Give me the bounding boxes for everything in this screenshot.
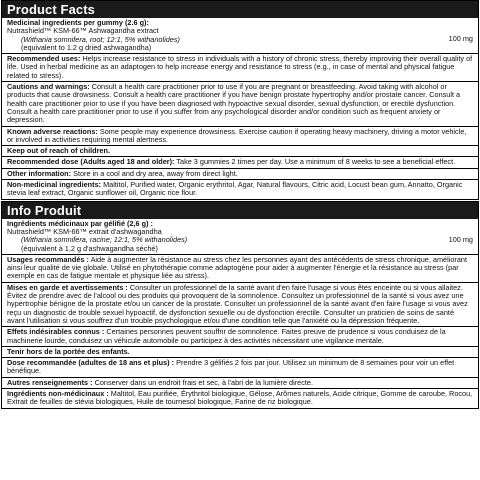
section-label: Usages recommandés : — [7, 254, 89, 264]
section-label: Effets indésirables connus : — [7, 327, 105, 337]
other-information-section — [2, 377, 478, 388]
keep-out-of-reach-section — [2, 346, 478, 357]
ingredient-equivalent: (équivalent à 1,2 g d'ashwagandha séché) — [21, 243, 158, 253]
section-text: Consulter un professionnel de la santé avant d'en faire l'usage si vous êtes enceinte ou si vous allaitez. Évitez de prendre avec de l'alcool ou des produits qui provoquent de la somnolence. Consultez un professionnel de la santé si vous avez une hypertrophie bénigne de la prostate et/ou un cancer de la prostate. Consulter un professionnel de la santé avant d'en faire l'usage si vous avez reçu un diagnostic de trouble sexuel hypoactif, de dysfonction sexuelle ou de dysfonction érectile. Consulter un praticien de soins de santé avant l'utilisation si vous souffrez d'un trouble psychologique et/ou d'une condition telle que l'anxiété ou la dépression fréquente. — [7, 282, 468, 325]
info-produit-panel — [1, 201, 479, 409]
section-label: Recommended dose (Adults aged 18 and older): — [7, 157, 175, 167]
adverse-reactions-section — [2, 326, 478, 346]
ingredient-amount: 100 mg — [448, 34, 473, 43]
keep-out-of-reach-section — [2, 145, 478, 156]
ingredient-equivalent: (equivalent to 1.2 g dried ashwagandha) — [21, 42, 152, 52]
medicinal-ingredient-row — [7, 19, 473, 52]
medicinal-ingredient-desc — [7, 19, 180, 52]
section-text: Consult a health care practitioner prior to use if you are pregnant or breastfeeding. Avoid taking with alcohol or products that cause drowsiness. Consult a health care practitioner if you have benign prostate hypertrophy and/or prostate cancer. Consult a health care practitioner prior to use if you have been diagnosed with hypoactive sexual disorder, sexual dysfunction, or erectile dysfunction. Consult a health care practitioner prior to use if you suffer from any psychological disorder and/or condition such as frequent anxiety or depression. — [7, 82, 461, 125]
section-text: Maltitol, Eau purifiée, Érythritol biologique, Gélose, Arômes naturels, Acide citrique, Gomme de caroube, Rocou, Extrait de feuilles de stévia biologiques, Huile de tournesol biologique, Farine de riz biologique. — [7, 388, 473, 407]
panel-title: Info Produit — [2, 202, 478, 219]
non-medicinal-ingredients-section — [2, 179, 478, 199]
section-label: Ingrédients non-médicinaux : — [7, 388, 109, 398]
section-label: Keep out of reach of children. — [7, 146, 110, 156]
non-medicinal-ingredients-section — [2, 388, 478, 408]
medicinal-ingredient-row — [7, 220, 473, 253]
medicinal-ingredients-section — [2, 18, 478, 53]
section-label: Dose recommandée (adultes de 18 ans et plus) : — [7, 358, 175, 368]
medicinal-ingredient-desc — [7, 220, 187, 253]
section-label: Ingrédients médicinaux par gélifié (2,6 g) : — [7, 218, 153, 228]
cautions-section — [2, 81, 478, 125]
section-text: Take 3 gummies 2 times per day. Use a minimum of 8 weeks to see a beneficial effect. — [176, 157, 456, 167]
ingredient-amount: 100 mg — [448, 234, 473, 244]
recommended-dose-section — [2, 357, 478, 377]
section-text: Certaines personnes peuvent souffrir de somnolence. Faites preuve de prudence si vous conduisez de la machinerie lourde, conduisez un véhicule automobile ou participez à des activités nécessitant une vigilance mentale. — [7, 327, 446, 345]
section-text: Store in a cool and dry area, away from direct light. — [73, 168, 238, 178]
section-label: Known adverse reactions: — [7, 126, 98, 136]
ingredient-source: (Withania somnifera, root; 12:1, 5% withanolides) — [21, 34, 180, 44]
section-label: Non-medicinal ingredients: — [7, 180, 102, 190]
ingredient-name: Nutrashield™ KSM-66™ Ashwagandha extract — [7, 26, 159, 36]
panel-title: Product Facts — [2, 1, 478, 18]
other-information-section — [2, 168, 478, 179]
section-label: Other information: — [7, 168, 72, 178]
section-label: Mises en garde et avertissements : — [7, 282, 128, 292]
section-label: Cautions and warnings: — [7, 82, 90, 92]
section-text: Aide à augmenter la résistance au stress chez les personnes ayant des antécédents de stress chronique, améliorant ainsi leur qualité de vie globale. Utilisé en phytothérapie comme adaptogène pour aider à augmenter l'énergie et la résistance au stress (par exemple en cas de fatigue mentale et physique liée au stress). — [7, 254, 467, 281]
section-label: Medicinal ingredients per gummy (2.6 g): — [7, 18, 149, 27]
product-facts-panel — [1, 0, 479, 200]
medicinal-ingredients-section — [2, 219, 478, 254]
ingredient-source: (Withania somnifera, racine; 12:1, 5% withanolides) — [21, 235, 188, 245]
recommended-uses-section — [2, 53, 478, 81]
section-text: Prendre 3 gélifiés 2 fois par jour. Utilisez un minimum de 8 semaines pour voir un effet bénéfique. — [7, 358, 455, 376]
section-text: Some people may experience drowsiness. Exercise caution if operating heavy machinery, driving a motor vehicle, or involved in activities requiring mental alertness. — [7, 126, 467, 144]
cautions-section — [2, 282, 478, 326]
section-label: Tenir hors de la portée des enfants. — [7, 346, 130, 356]
section-text: Maltitol, Purified water, Organic erythritol, Agar, Natural flavours, Citric acid, Locust bean gum, Annatto, Organic stevia leaf extract, Organic sunflower oil, Organic rice flour. — [7, 180, 463, 198]
adverse-reactions-section — [2, 126, 478, 146]
recommended-uses-section — [2, 254, 478, 282]
section-text: Helps increase resistance to stress in individuals with a history of chronic stress, thereby improving their overall quality of life. Used in herbal medicine as an adaptogen to help increase energy and resistance to stress (e.g., in case of mental and physical fatigue related to stress). — [7, 54, 473, 80]
section-label: Recommended uses: — [7, 54, 81, 64]
recommended-dose-section — [2, 156, 478, 167]
ingredient-name: Nutrashield™ KSM-66™ extrait d'ashwagandha — [7, 226, 162, 236]
section-text: Conserver dans un endroit frais et sec, à l'abri de la lumière directe. — [94, 377, 313, 387]
section-label: Autres renseignements : — [7, 377, 93, 387]
